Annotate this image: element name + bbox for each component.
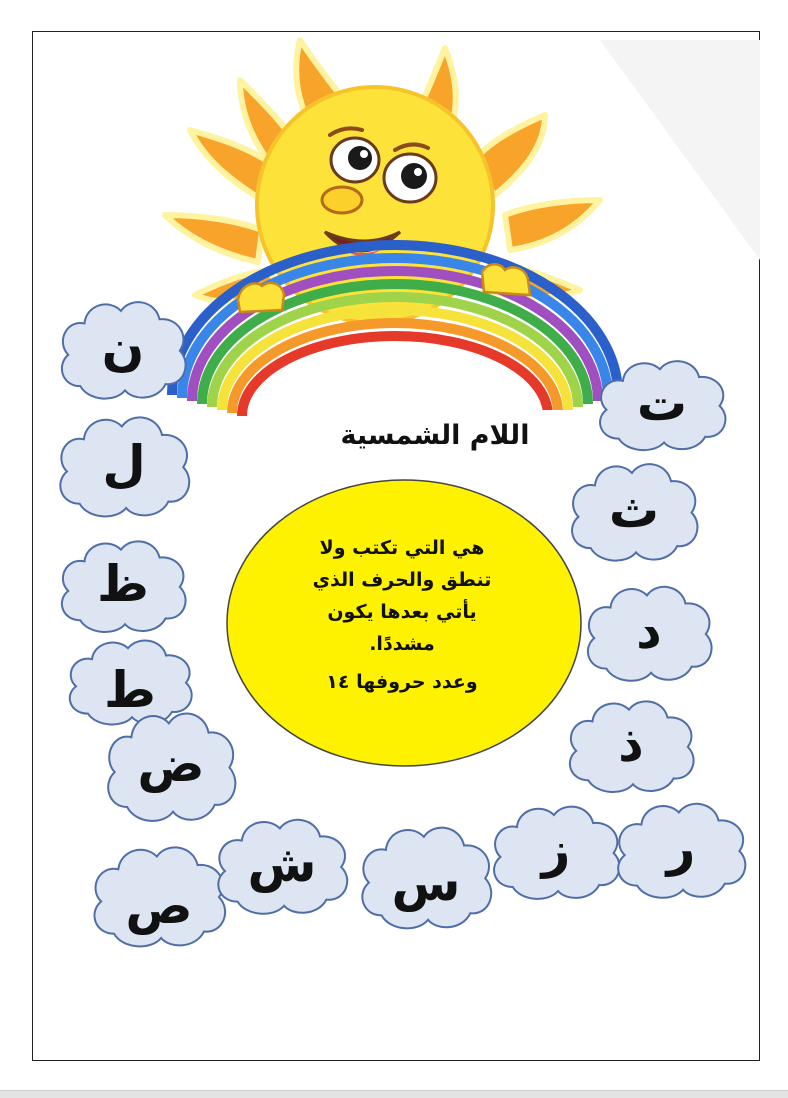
cloud-letter-seen: [352, 815, 500, 935]
cloud-letter-tha: [562, 452, 706, 567]
cloud-letter-ta: [590, 350, 734, 456]
background-shade: [600, 40, 760, 260]
cloud-letter-ra: [608, 792, 754, 904]
cloud-letter-sheen: [208, 808, 356, 920]
letter-seen: س: [391, 854, 461, 912]
letter-tah: ط: [104, 661, 156, 719]
cloud-letter-zah: [52, 530, 194, 638]
cloud-letter-zay: [484, 795, 628, 905]
letter-ta: ت: [636, 374, 688, 432]
definition-line-3: يأتي بعدها يكون: [327, 601, 477, 623]
letter-sheen: ش: [247, 835, 317, 893]
letter-thal: ذ: [618, 715, 644, 773]
cloud-letter-lam: [50, 405, 198, 523]
letter-count: وعدد حروفها ١٤: [326, 671, 478, 693]
letter-sad: ص: [125, 877, 193, 935]
letter-zay: ز: [541, 821, 571, 879]
letter-zah: ظ: [97, 555, 149, 613]
letter-lam: ل: [102, 435, 146, 493]
definition-text: [262, 532, 542, 698]
definition-line-2: تنطق والحرف الذي: [312, 569, 492, 591]
letter-noon: ن: [101, 318, 145, 377]
cloud-letter-noon: [52, 290, 194, 405]
page-title: اللام الشمسية: [340, 420, 530, 451]
letter-tha: ث: [608, 480, 660, 539]
definition-line-4: مشددًا.: [369, 633, 435, 655]
sun-nose: [322, 187, 362, 213]
letter-dad: ض: [137, 735, 205, 793]
letter-ra: ر: [666, 819, 696, 877]
definition-line-1: هي التي تكتب ولا: [319, 537, 485, 559]
letter-dal: د: [636, 602, 662, 660]
cloud-letter-thal: [560, 690, 702, 798]
rainbow: [172, 245, 618, 416]
cloud-letter-dal: [578, 575, 720, 687]
